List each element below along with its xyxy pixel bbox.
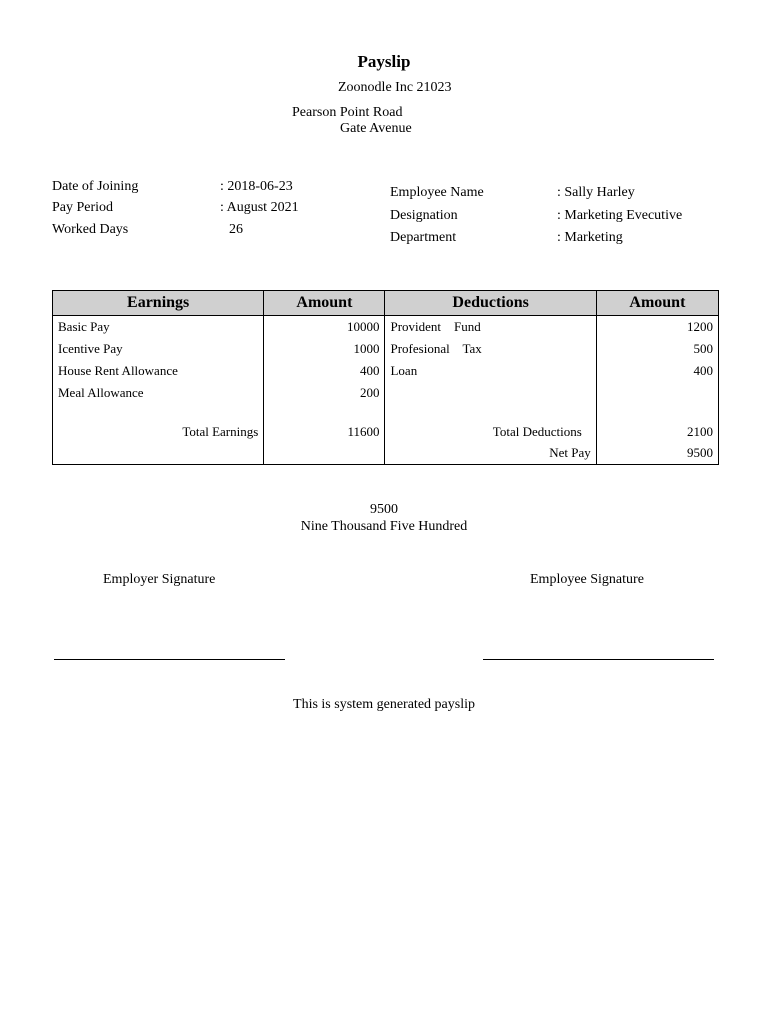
total-earnings-label: Total Earnings — [53, 404, 264, 442]
deductions-header: Deductions — [385, 291, 596, 316]
date-of-joining-value: : 2018-06-23 — [220, 179, 293, 194]
payslip-table — [52, 290, 719, 465]
total-earnings-value: 11600 — [264, 404, 385, 442]
company-name: Zoonodle Inc 21023 — [338, 80, 452, 95]
table-header-row — [53, 291, 719, 316]
earning-name: Icentive Pay — [53, 338, 264, 360]
table-row — [53, 316, 719, 339]
deduction-name: Loan — [385, 360, 596, 382]
deduction-name: Provident Fund — [385, 316, 596, 339]
earning-amount: 400 — [264, 360, 385, 382]
net-pay-label: Net Pay — [385, 442, 596, 465]
table-row — [53, 382, 719, 404]
earnings-amount-header: Amount — [264, 291, 385, 316]
employee-signature-line — [483, 659, 714, 660]
table-row — [53, 360, 719, 382]
designation-value: : Marketing Evecutive — [557, 208, 683, 223]
deduction-name — [385, 382, 596, 404]
deduction-amount: 400 — [596, 360, 718, 382]
pay-period-label: Pay Period — [52, 200, 114, 215]
worked-days-value: 26 — [229, 222, 243, 237]
employer-signature-line — [54, 659, 285, 660]
earning-name: Meal Allowance — [53, 382, 264, 404]
deduction-amount: 1200 — [596, 316, 718, 339]
date-of-joining-label: Date of Joining — [52, 179, 139, 194]
net-pay-value: 9500 — [596, 442, 718, 465]
net-amount-words: Nine Thousand Five Hundred — [300, 519, 468, 534]
address-line-1: Pearson Point Road — [292, 105, 403, 120]
earning-amount: 200 — [264, 382, 385, 404]
totals-row — [53, 404, 719, 442]
earning-amount: 1000 — [264, 338, 385, 360]
total-deductions-value: 2100 — [596, 404, 718, 442]
deductions-amount-header: Amount — [596, 291, 718, 316]
table-row — [53, 338, 719, 360]
earning-name: Basic Pay — [53, 316, 264, 339]
address-line-2: Gate Avenue — [340, 121, 412, 136]
department-label: Department — [390, 230, 457, 245]
deduction-amount: 500 — [596, 338, 718, 360]
deduction-amount — [596, 382, 718, 404]
earning-amount: 10000 — [264, 316, 385, 339]
employee-signature-label: Employee Signature — [530, 572, 644, 587]
employee-name-value: : Sally Harley — [557, 185, 635, 200]
earnings-header: Earnings — [53, 291, 264, 316]
department-value: : Marketing — [557, 230, 623, 245]
pay-period-value: : August 2021 — [220, 200, 299, 215]
net-pay-row — [53, 442, 719, 465]
designation-label: Designation — [390, 208, 458, 223]
worked-days-label: Worked Days — [52, 222, 129, 237]
employee-name-label: Employee Name — [390, 185, 484, 200]
deduction-name: Profesional Tax — [385, 338, 596, 360]
footer-note: This is system generated payslip — [293, 697, 475, 712]
employer-signature-label: Employer Signature — [103, 572, 216, 587]
earning-name: House Rent Allowance — [53, 360, 264, 382]
payslip-title: Payslip — [357, 52, 411, 71]
net-amount: 9500 — [370, 502, 398, 517]
total-deductions-label: Total Deductions — [385, 404, 596, 442]
